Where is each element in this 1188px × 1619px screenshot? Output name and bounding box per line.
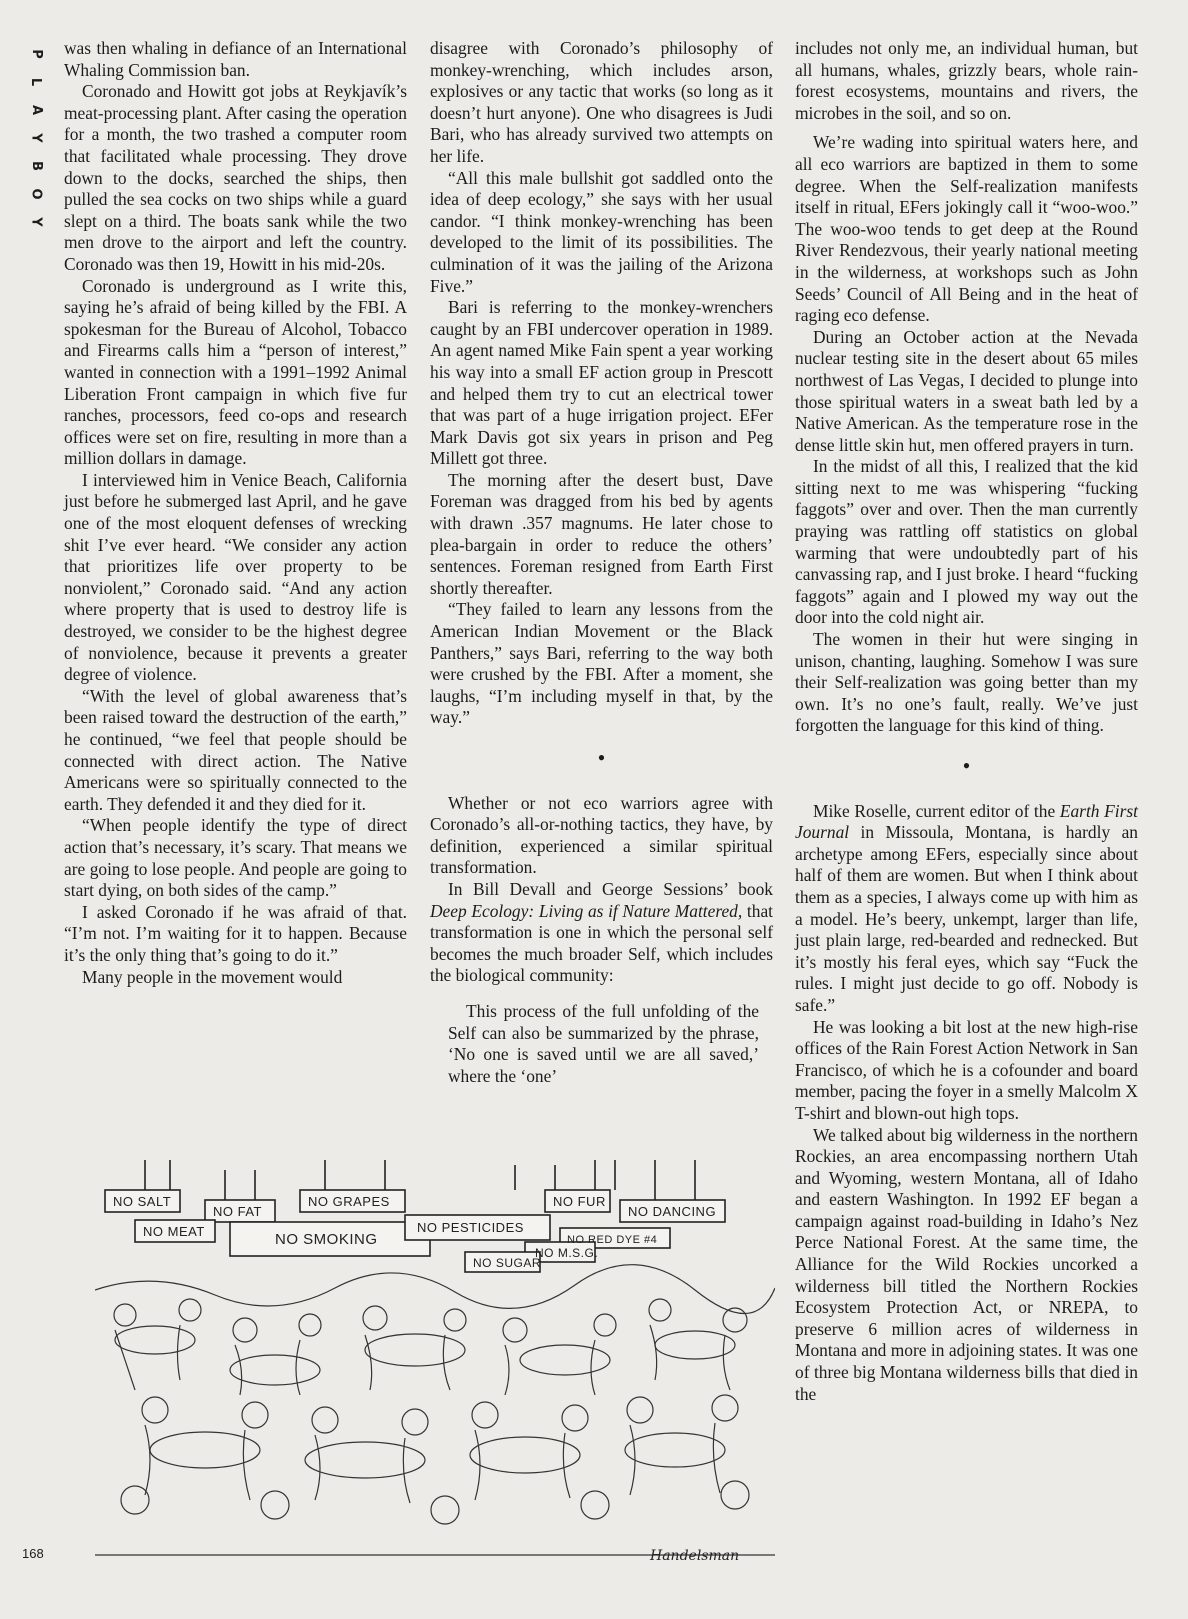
- side-letter: P: [28, 49, 44, 59]
- text-run: In Bill Devall and George Sessions’ book: [448, 878, 773, 899]
- side-letter: A: [28, 104, 44, 116]
- paragraph: We’re wading into spiritual waters here, and all eco warriors are baptized in them to some degree. When the Self-realization manifests itself in ritual, EFers jokingly call it “woo-woo.” The woo-woo tends to get deep at the Round River Rendezvous, their yearly national meeting in the wilderness, at workshops such as John Seeds’ Council of All Being and in the heat of raging eco defense.: [795, 132, 1138, 326]
- paragraph: [795, 801, 1138, 1017]
- sign-label: NO SUGAR: [473, 1256, 542, 1270]
- text-run: that transformation is one in which the personal self becomes the much broader Self, which includes the biological community:: [430, 900, 773, 986]
- paragraph: disagree with Coronado’s philosophy of monkey-wrenching, which includes arson, explosives or any tactic that works (so long as it doesn’t hurt anyone). One who disagrees is Judi Bari, who has already survived two attempts on her life.: [430, 38, 773, 166]
- side-letter: Y: [28, 217, 44, 227]
- sign-label: NO MEAT: [143, 1224, 205, 1239]
- sign-label: NO M.S.G.: [535, 1246, 599, 1260]
- sign-label: NO SALT: [113, 1194, 172, 1209]
- paragraph: “With the level of global awareness that’s been raised toward the destruction of the earth,” he continued, “we feel that people should be connected with direct action. The Native Americans were so spiritually connected to the earth. They defended it and they died for it.: [64, 685, 407, 814]
- paragraph: “All this male bullshit got saddled onto the idea of deep ecology,” she says with her usual candor. “I think monkey-wrenching has been developed to the limit of its possibilities. The culmination of it was the jailing of the Arizona Five.”: [430, 167, 773, 296]
- paragraph: Coronado is underground as I write this, saying he’s afraid of being killed by the FBI. A spokesman for the Bureau of Alcohol, Tobacco and Firearms calls him a “person of interest,” wanted in connection with a 1991–1992 Animal Liberation Front campaign in which five fur ranches, processors, feed co-ops and research offices were set on fire, resulting in more than a million dollars in damage.: [64, 275, 407, 469]
- magazine-side-label: [28, 40, 44, 236]
- side-letter: L: [28, 77, 44, 87]
- paragraph: Bari is referring to the monkey-wrenchers caught by an FBI undercover operation in 1989. An agent named Mike Fain spent a year working his way into a small EF action group in Prescott and helped them try to cut an electrical tower that was part of a huge irrigation project. EFer Mark Davis got six years in prison and Peg Millett got three.: [430, 297, 773, 469]
- text-run: Mike Roselle, current editor of the: [813, 800, 1060, 821]
- paragraph: was then whaling in defiance of an International Whaling Commission ban.: [64, 38, 407, 80]
- sign-label: NO RED DYE #4: [567, 1234, 658, 1246]
- text-run: in Missoula, Montana, is hardly an archetype among EFers, especially since about half of them are women. But when I think about them as a species, I always come up with him as a model. He’s beery, unkempt, larger than life, just plain large, red-bearded and rednecked. But it’s mostly his feral eyes, which say “Fuck the rules. I might just decide to go off. Nobody is safe.”: [795, 822, 1138, 1015]
- paragraph: I asked Coronado if he was afraid of that. “I’m not. I’m waiting for it to happen. Because it’s the only thing that’s going to do it.”: [64, 901, 407, 965]
- paragraph: Whether or not eco warriors agree with Coronado’s all-or-nothing tactics, they have, by definition, experienced a similar spiritual transformation.: [430, 792, 773, 878]
- sign-label: NO SMOKING: [275, 1231, 378, 1248]
- paragraph: He was looking a bit lost at the new high-rise offices of the Rain Forest Action Network in San Francisco, of which he is a cofounder and board member, pacing the foyer in a smelly Malcolm X T-shirt and blown-out high tops.: [795, 1016, 1138, 1123]
- paragraph: [430, 879, 773, 987]
- publication-title: Earth First Journal: [795, 800, 1138, 843]
- paragraph: includes not only me, an individual human, but all humans, whales, grizzly bears, whole rain-forest ecosystems, mountains and rivers, the microbes in the soil, and so on.: [795, 38, 1138, 123]
- paragraph: The morning after the desert bust, Dave Foreman was dragged from his bed by agents with drawn .357 magnums. He later chose to plea-bargain in order to reduce the others’ sentences. Foreman resigned from Earth First shortly thereafter.: [430, 469, 773, 598]
- column-3: [795, 38, 1138, 1405]
- paragraph: Coronado and Howitt got jobs at Reykjavík’s meat-processing plant. After casing the operation for a month, the two trashed a computer room that facilitated whale processing. They drove down to the docks, searched the ships, then pulled the sea cocks on two ships while a guard slept on a third. The boats sank while the two men drove to the airport and left the country. Coronado was then 19, Howitt in his mid-20s.: [64, 81, 407, 274]
- sign-label: NO PESTICIDES: [417, 1220, 524, 1235]
- sign-label: NO GRAPES: [308, 1194, 390, 1209]
- crowded-restaurant-sketch: [95, 1265, 775, 1555]
- page-number: 168: [22, 1546, 44, 1561]
- sign-label: NO FUR: [553, 1194, 606, 1209]
- paragraph: In the midst of all this, I realized that the kid sitting next to me was whispering “fucking faggots” over and over. Then the man currently praying was rattling off statistics on global warming that were undoubtedly part of his canvassing rap, and I just broke. I heard “fucking faggots” again and I plowed my way out the door into the cold night air.: [795, 456, 1138, 628]
- paragraph: Many people in the movement would: [82, 966, 343, 987]
- column-2: [430, 38, 773, 1087]
- paragraph: We talked about big wilderness in the northern Rockies, an area encompassing northern Utah and Wyoming, western Montana, all of Idaho and eastern Washington. In 1992 EF began a campaign against road-building in Idaho’s Nez Perce National Forest. At the same time, the Alliance for the Wild Rockies uncorked a wilderness bill titled the Northern Rockies Ecosystem Protection Act, or NREPA, to preserve 6 million acres of wilderness in Montana and more in adjoining states. It was one of three big Montana wilderness bills that died in the: [795, 1124, 1138, 1404]
- section-divider: •: [597, 745, 606, 770]
- cartoon-illustration: [95, 1160, 775, 1570]
- paragraph: “They failed to learn any lessons from the American Indian Movement or the Black Panthers,” says Bari, referring to the way both were crushed by the FBI. After a moment, she laughs, “I’m including myself in that, by the way.”: [430, 599, 773, 728]
- paragraph: During an October action at the Nevada nuclear testing site in the desert about 65 miles northwest of Las Vegas, I decided to plunge into those spiritual waters in a sweat bath led by a Native American. As the temperature rose in the dense little skin hut, men offered prayers in turn.: [795, 326, 1138, 455]
- sign-label: NO FAT: [213, 1204, 262, 1219]
- quote-text: This process of the full unfolding of the Self can also be summarized by the phrase, ‘No one is saved until we are all saved,’ where the ‘one’: [448, 1000, 759, 1086]
- paragraph: I interviewed him in Venice Beach, California just before he submerged last April, and he gave one of the most eloquent defenses of wrecking shit I’ve ever heard. “We consider any action that prioritizes life over property to be nonviolent,” Coronado said. “And any action where property that is used to destroy life is destroyed, we consider to be the highest degree of nonviolence, because it prevents a greater degree of violence.: [64, 469, 407, 685]
- side-letter: O: [28, 188, 44, 200]
- paragraph: The women in their hut were singing in unison, chanting, laughing. Somehow I was sure their Self-realization was going better than my own. It’s no one’s fault, really. We’ve just forgotten the language for this kind of thing.: [795, 629, 1138, 736]
- column-1: [64, 38, 407, 988]
- paragraph: “When people identify the type of direct action that’s necessary, it’s scary. That means we are going to lose people. And people are going to start dying, on both sides of the camp.”: [64, 815, 407, 901]
- artist-signature: Handelsman: [650, 1548, 740, 1564]
- book-title: Deep Ecology: Living as if Nature Mattered,: [430, 900, 743, 921]
- block-quote: [448, 1001, 759, 1087]
- side-letter: B: [28, 161, 44, 171]
- side-letter: Y: [28, 133, 44, 143]
- sign-label: NO DANCING: [628, 1204, 717, 1219]
- section-divider: •: [962, 753, 971, 778]
